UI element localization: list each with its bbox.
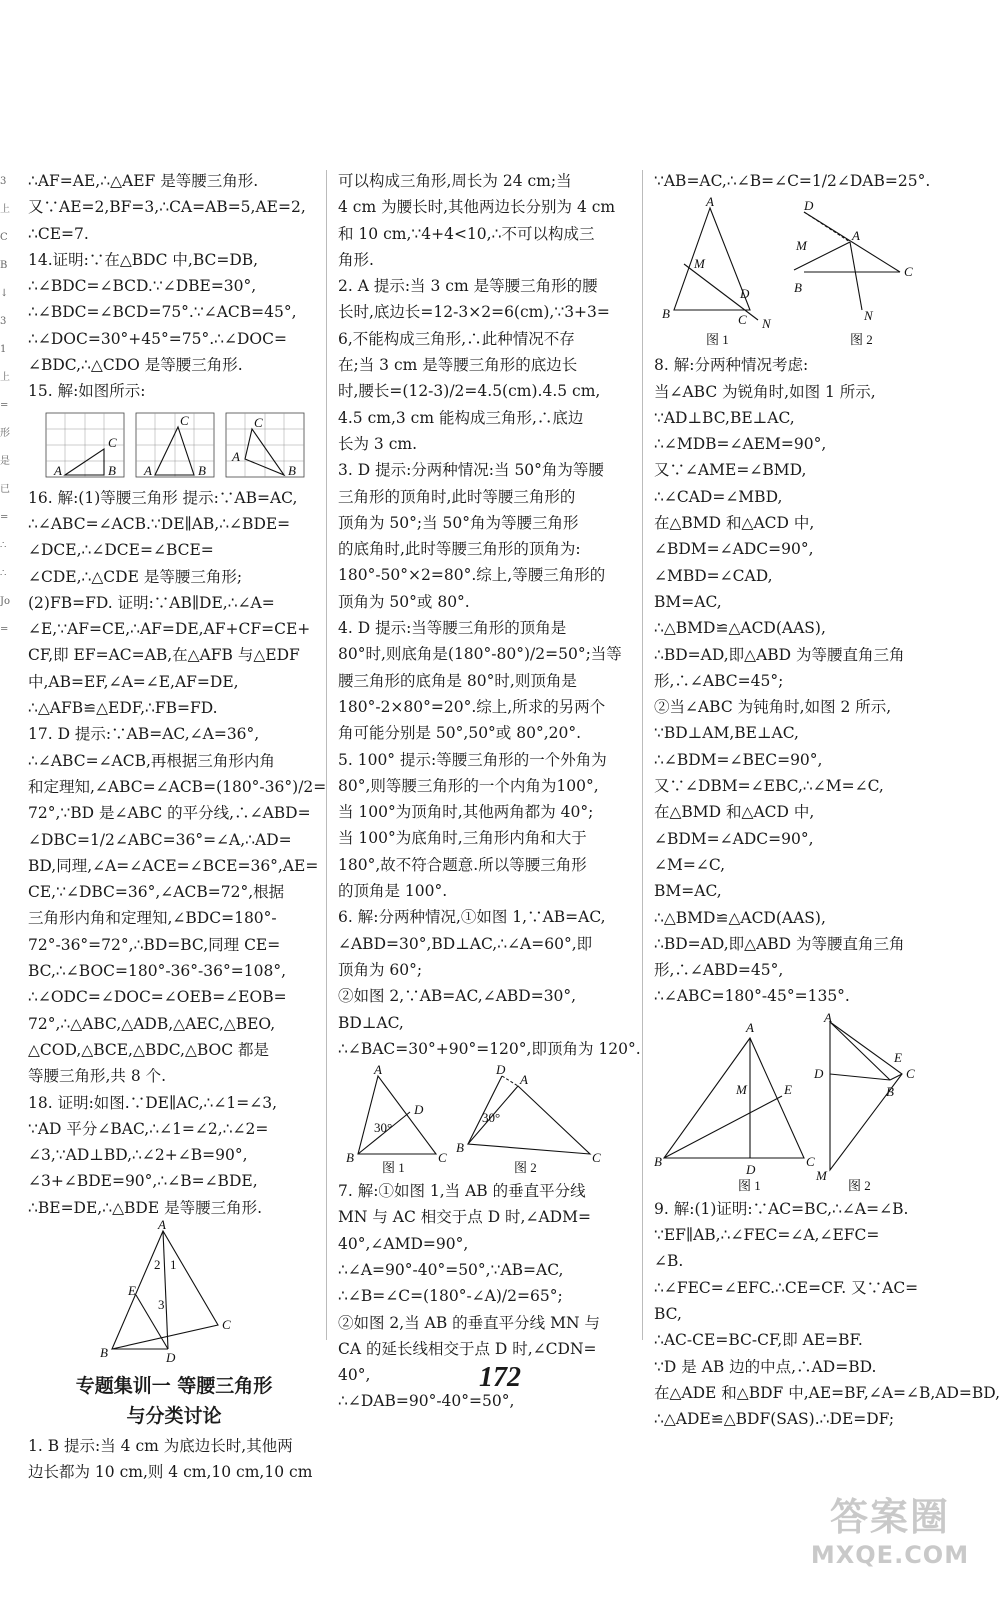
text-line: ∴∠B=∠C=(180°-∠A)/2=65°; (338, 1287, 563, 1306)
text-line: ∴∠FEC=∠EFC.∴CE=CF. 又∵AC= (654, 1278, 919, 1297)
text-line: 顶角为 50°;当 50°角为等腰三角形 (338, 513, 579, 532)
text-line: BC,∴∠BOC=180°-36°-36°=108°, (28, 962, 286, 981)
text-line: 顶角为 60°; (338, 960, 423, 979)
text-line: 的底角时,此时等腰三角形的顶角为: (338, 540, 581, 559)
figure-caption-1: 图 1 (382, 1160, 405, 1176)
section-title-line: 专题集训一 等腰三角形 (75, 1374, 273, 1397)
text-line: ∵AD⊥BC,BE⊥AC, (654, 408, 795, 427)
text-line: ∵EF∥AB,∴∠FEC=∠A,∠EFC= (654, 1226, 880, 1245)
text-line: ∴∠ABC=180°-45°=135°. (654, 987, 850, 1006)
text-line: ∴∠BDC=∠BCD.∵∠DBE=30°, (28, 277, 257, 296)
text-line: ∠BDM=∠ADC=90°, (654, 829, 814, 848)
text-line: ∴△BMD≌△ACD(AAS), (654, 619, 826, 638)
svg-text:M: M (796, 238, 807, 254)
svg-text:C: C (592, 1150, 601, 1166)
text-line: 72°,∵BD 是∠ABC 的平分线,∴∠ABD= (28, 804, 311, 823)
edge-fragment: 3 (0, 176, 7, 187)
text-line: 在;当 3 cm 是等腰三角形的底边长 (338, 356, 578, 375)
text-line: 三角形的顶角时,此时等腰三角形的 (338, 487, 576, 506)
text-line: ∴BD=AD,即△ABD 为等腰直角三角 (654, 934, 905, 953)
svg-text:B: B (886, 1083, 894, 1099)
text-line: ∵AB=AC,∴∠B=∠C=1/2∠DAB=25°. (654, 172, 931, 190)
figure-q18 (28, 1216, 318, 1365)
col3-block-b (654, 352, 954, 1009)
text-line: 当 100°为顶角时,其他两角都为 40°; (338, 803, 594, 822)
svg-text:C: C (254, 414, 263, 430)
svg-text:B: B (198, 462, 206, 478)
text-line: 16. 解:(1)等腰三角形 提示:∵AB=AC, (28, 488, 298, 507)
edge-fragment: ∴ (0, 568, 7, 579)
col1-block-a (28, 168, 320, 405)
text-line: 2. A 提示:当 3 cm 是等腰三角形的腰 (338, 277, 598, 296)
edge-fragment: = (0, 512, 9, 523)
svg-text:D: D (804, 198, 814, 214)
edge-fragment: 形 (0, 428, 10, 439)
text-line: BM=AC, (654, 592, 722, 611)
svg-text:A: A (824, 1009, 832, 1025)
edge-fragment: C (0, 232, 8, 243)
edge-fragment: ↓ (0, 288, 9, 299)
text-line: △COD,△BCE,△BDC,△BOC 都是 (28, 1040, 270, 1059)
text-line: BD⊥AC, (338, 1013, 404, 1032)
svg-text:A: A (144, 462, 152, 478)
text-line: ∠CDE,∴△CDE 是等腰三角形; (28, 567, 243, 586)
text-line: 长为 3 cm. (338, 434, 418, 453)
svg-text:B: B (456, 1140, 464, 1156)
svg-text:30°: 30° (482, 1110, 501, 1126)
svg-text:C: C (906, 1065, 915, 1081)
svg-text:B: B (794, 280, 802, 296)
text-line: ∠BDM=∠ADC=90°, (654, 540, 814, 559)
section-title-line: 与分类讨论 (126, 1404, 222, 1427)
text-line: ∴∠BAC=30°+90°=120°,即顶角为 120°. (338, 1039, 641, 1058)
text-line: CE,∵∠DBC=36°,∠ACB=72°,根据 (28, 883, 285, 902)
text-line: 180°,故不符合题意.所以等腰三角形 (338, 855, 587, 874)
text-line: ∠E,∵AF=CE,∴AF=DE,AF+CF=CE+ (28, 620, 311, 639)
text-line: ∴∠DAB=90°-40°=50°, (338, 1392, 515, 1411)
svg-text:C: C (222, 1316, 231, 1332)
text-line: ∴AC-CE=BC-CF,即 AE=BF. (654, 1331, 863, 1350)
column-divider (326, 170, 327, 1340)
text-line: ∠ABD=30°,BD⊥AC,∴∠A=60°,即 (338, 934, 593, 953)
edge-fragment: Jo (0, 596, 11, 607)
svg-text:D: D (166, 1349, 176, 1365)
text-line: ∴AF=AE,∴△AEF 是等腰三角形. (28, 172, 259, 190)
text-line: ∵D 是 AB 边的中点,∴AD=BD. (654, 1357, 877, 1376)
text-line: ∠BDC,∴△CDO 是等腰三角形. (28, 356, 243, 375)
text-line: 形,∴∠ABD=45°, (654, 961, 784, 980)
text-line: ∴CE=7. (28, 224, 89, 243)
text-line: 72°-36°=72°,∴BD=BC,同理 CE= (28, 935, 281, 954)
svg-text:2: 2 (154, 1256, 161, 1272)
left-edge-fragments (0, 168, 14, 644)
edge-fragment: ∴ (0, 540, 7, 551)
edge-fragment: 上 (0, 372, 10, 383)
text-line: 4 cm 为腰长时,其他两边长分别为 4 cm (338, 198, 616, 217)
text-line: 1. B 提示:当 4 cm 为底边长时,其他两 (28, 1436, 293, 1455)
svg-text:B: B (288, 462, 296, 478)
svg-text:B: B (346, 1150, 354, 1166)
text-line: ∠MBD=∠CAD, (654, 566, 773, 585)
text-line: 6,不能构成三角形,∴此种情况不存 (338, 329, 575, 348)
text-line: ∠DBC=1/2∠ABC=36°=∠A,∴AD= (28, 830, 292, 849)
text-line: ∴BD=AD,即△ABD 为等腰直角三角 (654, 645, 905, 664)
svg-text:C: C (904, 264, 913, 280)
text-line: 腰三角形的底角是 80°时,则顶角是 (338, 671, 577, 690)
text-line: 72°,∴△ABC,△ADB,△AEC,△BEO, (28, 1014, 276, 1033)
grid-figures (28, 409, 318, 481)
text-line: 形,∴∠ABC=45°; (654, 671, 784, 690)
edge-fragment: 3 (0, 316, 7, 327)
text-line: CA 的延长线相交于点 D 时,∠CDN= (338, 1339, 597, 1358)
col1-block-c (28, 1433, 320, 1486)
text-line: ∴△BMD≌△ACD(AAS), (654, 908, 826, 927)
text-line: ∠3,∵AD⊥BD,∴∠2+∠B=90°, (28, 1146, 248, 1165)
text-line: 当 100°为底角时,三角形内角和大于 (338, 829, 587, 848)
figure-q7 (654, 194, 950, 348)
svg-text:M: M (736, 1081, 747, 1097)
svg-text:N: N (864, 308, 873, 324)
svg-text:3: 3 (158, 1296, 165, 1312)
svg-text:30°: 30° (374, 1120, 393, 1136)
watermark-logo (790, 1486, 990, 1569)
text-line: ∴∠BDC=∠BCD=75°.∵∠ACB=45°, (28, 303, 297, 322)
text-line: BC, (654, 1304, 682, 1323)
text-line: 又∵∠DBM=∠EBC,∴∠M=∠C, (654, 777, 884, 796)
text-line: BD,同理,∠A=∠ACE=∠BCE=36°,AE= (28, 856, 319, 875)
text-line: ②如图 2,∵AB=AC,∠ABD=30°, (338, 987, 577, 1006)
svg-text:B: B (108, 462, 116, 478)
svg-text:A: A (158, 1216, 166, 1232)
text-line: ②如图 2,当 AB 的垂直平分线 MN 与 (338, 1313, 600, 1332)
edge-fragment: 1 (0, 344, 7, 355)
text-line: 的顶角是 100°. (338, 882, 448, 901)
text-line: ∴BE=DE,∴△BDE 是等腰三角形. (28, 1198, 262, 1217)
edge-fragment: = (0, 624, 9, 635)
text-line: 6. 解:分两种情况,①如图 1,∵AB=AC, (338, 908, 606, 927)
text-line: 80°时,则底角是(180°-80°)/2=50°;当等 (338, 645, 622, 664)
edge-fragment: 是 (0, 456, 10, 467)
text-line: 角形. (338, 250, 374, 269)
watermark-url: MXQE.COM (810, 1541, 970, 1569)
text-line: 180°-2×80°=20°.综上,所求的另两个 (338, 697, 606, 716)
svg-text:1: 1 (170, 1256, 177, 1272)
column-3 (654, 168, 1000, 1432)
svg-text:A: A (706, 194, 714, 210)
watermark-text: 答案圈 (829, 1495, 950, 1539)
svg-text:C: C (438, 1150, 447, 1166)
text-line: 17. D 提示:∵AB=AC,∠A=36°, (28, 725, 260, 744)
text-line: ②当∠ABC 为钝角时,如图 2 所示, (654, 698, 892, 717)
text-line: ∴∠DOC=30°+45°=75°.∴∠DOC= (28, 329, 287, 348)
text-line: 又∵∠AME=∠BMD, (654, 461, 807, 480)
text-line: 当∠ABC 为锐角时,如图 1 所示, (654, 382, 876, 401)
figure-q8 (654, 1009, 950, 1193)
text-line: ∴∠ABC=∠ACB.∵DE∥AB,∴∠BDE= (28, 514, 291, 533)
col2-block-a (338, 168, 641, 1062)
text-line: 8. 解:分两种情况考虑: (654, 356, 809, 375)
svg-text:A: A (374, 1062, 382, 1078)
svg-text:A: A (520, 1072, 528, 1088)
text-line: CF,即 EF=AC=AB,在△AFB 与△EDF (28, 646, 300, 665)
text-line: 长时,底边长=12-3×2=6(cm),∵3+3= (338, 303, 610, 322)
figure-caption-1: 图 1 (738, 1177, 761, 1193)
text-line: 9. 解:(1)证明:∵AC=BC,∴∠A=∠B. (654, 1199, 909, 1218)
col3-block-a (654, 168, 954, 194)
col1-block-b (28, 485, 327, 1221)
text-line: 三角形内角和定理知,∠BDC=180°- (28, 909, 277, 928)
text-line: ∠DCE,∴∠DCE=∠BCE= (28, 541, 214, 560)
text-line: 在△ADE 和△BDF 中,AE=BF,∠A=∠B,AD=BD, (654, 1383, 1000, 1402)
svg-text:A: A (746, 1019, 754, 1035)
text-line: 15. 解:如图所示: (28, 382, 146, 401)
text-line: 顶角为 50°或 80°. (338, 592, 470, 611)
edge-fragment: B (0, 260, 8, 271)
figure-caption-2: 图 2 (850, 332, 873, 348)
svg-text:B: B (654, 1153, 662, 1169)
edge-fragment: 上 (0, 204, 10, 215)
text-line: 在△BMD 和△ACD 中, (654, 514, 815, 533)
text-line: 18. 证明:如图.∵DE∥AC,∴∠1=∠3, (28, 1093, 278, 1112)
col3-block-c (654, 1196, 1000, 1433)
figure-caption-2: 图 2 (848, 1177, 871, 1193)
text-line: 又∵AE=2,BF=3,∴CA=AB=5,AE=2, (28, 198, 306, 217)
text-line: 180°-50°×2=80°.综上,等腰三角形的 (338, 566, 606, 585)
text-line: 时,腰长=(12-3)/2=4.5(cm).4.5 cm, (338, 382, 601, 401)
text-line: ∴∠CAD=∠MBD, (654, 487, 783, 506)
svg-text:M: M (694, 256, 705, 272)
edge-fragment: = (0, 400, 9, 411)
text-line: ∠3+∠BDE=90°,∴∠B=∠BDE, (28, 1172, 258, 1191)
text-line: 4. D 提示:当等腰三角形的顶角是 (338, 619, 567, 638)
text-line: ∠M=∠C, (654, 855, 726, 874)
text-line: ∵AD 平分∠BAC,∴∠1=∠2,∴∠2= (28, 1119, 269, 1138)
page-number: 172 (479, 1362, 521, 1393)
text-line: ∠B. (654, 1252, 684, 1271)
svg-text:D: D (414, 1102, 424, 1118)
svg-text:E: E (894, 1049, 902, 1065)
svg-text:A: A (852, 228, 860, 244)
column-2 (338, 168, 641, 1415)
text-line: 角可能分别是 50°,50°或 80°,20°. (338, 724, 582, 743)
text-line: ∴∠BDM=∠BEC=90°, (654, 750, 823, 769)
svg-text:C: C (806, 1153, 815, 1169)
text-line: 40°,∠AMD=90°, (338, 1234, 469, 1253)
figure-caption-2: 图 2 (514, 1160, 537, 1176)
text-line: MN 与 AC 相交于点 D 时,∠ADM= (338, 1208, 591, 1227)
text-line: (2)FB=FD. 证明:∵AB∥DE,∴∠A= (28, 593, 275, 612)
svg-text:A: A (232, 448, 240, 464)
svg-text:D: D (746, 1161, 756, 1177)
text-line: ∴△ADE≌△BDF(SAS).∴DE=DF; (654, 1410, 895, 1429)
column-divider (642, 170, 643, 1340)
text-line: 中,AB=EF,∠A=∠E,AF=DE, (28, 672, 239, 691)
svg-text:C: C (180, 412, 189, 428)
svg-text:A: A (54, 462, 62, 478)
text-line: 在△BMD 和△ACD 中, (654, 803, 815, 822)
column-1 (28, 168, 327, 1486)
figure-q6 (338, 1062, 628, 1176)
text-line: 边长都为 10 cm,则 4 cm,10 cm,10 cm (28, 1463, 313, 1482)
svg-text:B: B (100, 1344, 108, 1360)
text-line: ∴∠A=90°-40°=50°,∵AB=AC, (338, 1260, 564, 1279)
svg-text:B: B (662, 306, 670, 322)
text-line: ∴∠ABC=∠ACB,再根据三角形内角 (28, 751, 275, 770)
text-line: 3. D 提示:分两种情况:当 50°角为等腰 (338, 461, 604, 480)
text-line: ∴∠ODC=∠DOC=∠OEB=∠EOB= (28, 988, 287, 1007)
text-line: 80°,则等腰三角形的一个内角为100°, (338, 776, 599, 795)
text-line: ∵BD⊥AM,BE⊥AC, (654, 724, 799, 743)
text-line: 可以构成三角形,周长为 24 cm;当 (338, 172, 572, 190)
text-line: 和定理知,∠ABC=∠ACB=(180°-36°)/2= (28, 777, 327, 796)
svg-text:M: M (816, 1167, 827, 1183)
text-line: ∴△AFB≌△EDF,∴FB=FD. (28, 699, 218, 718)
svg-text:E: E (784, 1081, 792, 1097)
svg-text:N: N (762, 316, 771, 332)
svg-text:D: D (740, 286, 750, 302)
text-line: 14.证明:∵在△BDC 中,BC=DB, (28, 250, 259, 269)
svg-text:C: C (108, 434, 117, 450)
text-line: 和 10 cm,∵4+4<10,∴不可以构成三 (338, 224, 595, 243)
text-line: ∴∠MDB=∠AEM=90°, (654, 435, 827, 454)
text-line: 5. 100° 提示:等腰三角形的一个外角为 (338, 750, 607, 769)
svg-text:D: D (814, 1065, 824, 1081)
svg-text:C: C (738, 312, 747, 328)
text-line: 4.5 cm,3 cm 能构成三角形,∴底边 (338, 408, 584, 427)
edge-fragment: 已 (0, 484, 10, 495)
text-line: BM=AC, (654, 882, 722, 901)
svg-text:D: D (496, 1062, 506, 1078)
text-line: 7. 解:①如图 1,当 AB 的垂直平分线 (338, 1182, 586, 1201)
svg-text:E: E (128, 1282, 136, 1298)
text-line: 等腰三角形,共 8 个. (28, 1067, 167, 1086)
text-line: 40°, (338, 1366, 371, 1385)
figure-caption-1: 图 1 (706, 332, 729, 348)
